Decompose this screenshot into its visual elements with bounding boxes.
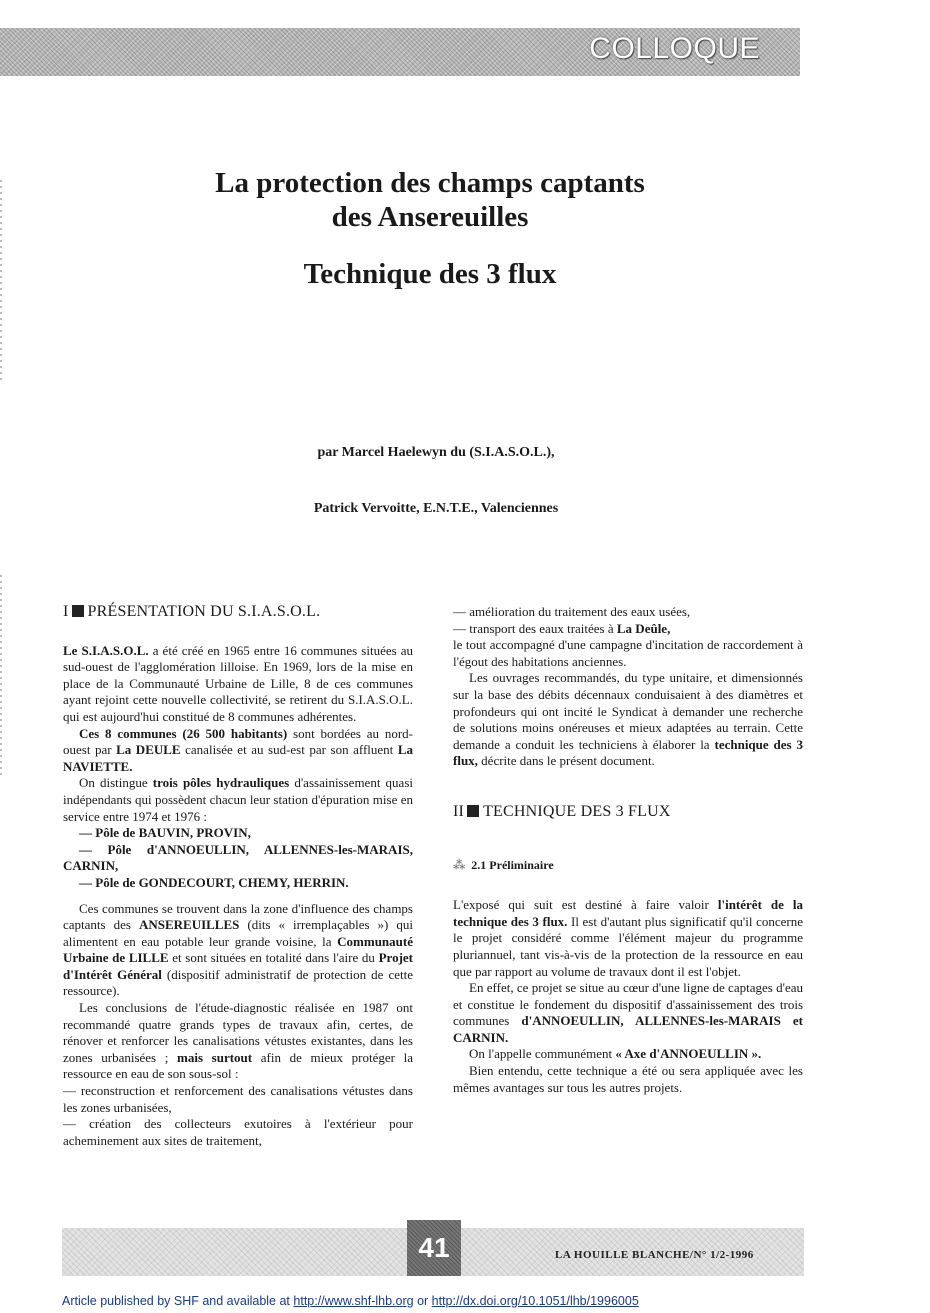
author-line-2: Patrick Vervoitte, E.N.T.E., Valenciennes [313,501,559,516]
subsection-heading [453,857,803,874]
paragraph: le tout accompagné d'une campagne d'incitation de raccordement à l'égout des habitations anciennes. [453,637,803,669]
paragraph: En effet, ce projet se situe au cœur d'une ligne de captages d'eau et constitue le fondement du dispositif d'assainissement des trois communes d'ANNOEULLIN, ALLENNES-les-MARAIS et CARNIN. [453,980,804,1045]
credit-text: or [413,1294,432,1308]
square-bullet-icon [72,605,84,617]
credit-text: Article published by SHF and available at [62,1294,294,1308]
list-item: — création des collecteurs exutoires à l'extérieur pour acheminement aux sites de traitement, [63,1116,413,1148]
paragraph: Les ouvrages recommandés, du type unitaire, et dimensionnés sur la base des débits décennaux conduisaient à des diamètres et profondeurs qui ont incité le Syndicat à demander une recherche de solutions moins onéreuses et mieux adaptées au terrain. Cette demande a conduit les techniciens à élaborer la technique des 3 flux, décrite dans le présent document. [453,670,803,769]
section-title: PRÉSENTATION DU S.I.A.S.O.L. [87,603,321,620]
shf-link[interactable]: http://www.shf-lhb.org [293,1294,414,1308]
page-number: 41 [407,1220,461,1276]
paragraph: On distingue trois pôles hydrauliques d'assainissement quasi indépendants qui possèdent chacun leur station d'épuration mise en service entre 1974 et 1976 : [63,775,413,824]
paragraph: On l'appelle communément « Axe d'ANNOEULLIN ». [469,1046,762,1062]
square-bullet-icon [467,805,479,817]
paragraph: Bien entendu, cette technique a été ou sera appliquée avec les mêmes avantages sur tous les autres projets. [453,1063,803,1095]
paragraph: Les conclusions de l'étude-diagnostic réalisée en 1987 ont recommandé quatre grands types de travaux afin, certes, de rénover et renforcer les canalisations vétustes existantes, dans les zones urbanisées ; mais surtout afin de mieux protéger la ressource en eau de son sous-sol : [63,1000,413,1082]
section-number: II [453,802,465,820]
list-item: — reconstruction et renforcement des canalisations vétustes dans les zones urbanisées, [63,1083,413,1115]
section-number: I [63,603,69,620]
list-item: — Pôle d'ANNOEULLIN, ALLENNES-les-MARAIS, CARNIN, [63,841,413,874]
title-line-2: des Ansereuilles [331,201,529,233]
paragraph: L'exposé qui suit est destiné à faire valoir l'intérêt de la technique des 3 flux. Il est d'autant plus significatif qu'il concerne le projet considéré comme l'élément majeur du programme pluriannuel, tant vis-à-vis de la protection de la ressource en eau que par rapport au volume de travaux dont il est l'objet. [453,897,803,979]
paragraph: Le S.I.A.S.O.L. a été créé en 1965 entre 16 communes situées au sud-ouest de l'agglomération lilloise. En 1969, lors de la mise en place de la Communauté Urbaine de Lille, 8 de ces communes ayant rejoint cette nouvelle collectivité, se retirent du S.I.A.S.O.L. qui est aujourd'hui constitué de 8 communes adhérentes. [63,642,413,724]
list-item: — transport des eaux traitées à La Deûle, [453,620,671,636]
journal-name: LA HOUILLE BLANCHE/N° 1/2-1996 [555,1249,754,1261]
paragraph: Ces 8 communes (26 500 habitants) sont bordées au nord-ouest par La DEULE canalisée et au sud-est par son affluent La NAVIETTE. [63,725,413,774]
article-subtitle: Technique des 3 flux [303,258,557,290]
section-heading-1 [63,604,413,621]
list-item: — Pôle de GONDECOURT, CHEMY, HERRIN. [79,874,349,890]
article-title [0,166,860,234]
list-item: — Pôle de BAUVIN, PROVIN, [79,825,251,841]
subsection-title: Préliminaire [489,857,554,872]
section-title: TECHNIQUE DES 3 FLUX [483,802,671,820]
section-label: COLLOQUE [589,32,760,65]
section-heading-2 [453,804,803,821]
right-column [453,604,803,1096]
list-item: — amélioration du traitement des eaux usées, [453,604,691,619]
title-line-1: La protection des champs captants [215,167,645,199]
margin-ticks [0,575,2,775]
publisher-credit [62,1294,639,1308]
subsection-number: 2.1 [471,857,487,872]
asterism-icon: ⁂ [453,857,466,872]
header-band [0,28,800,76]
left-column [63,604,413,1149]
author-line-1: par Marcel Haelewyn du (S.I.A.S.O.L.), [317,445,555,460]
paragraph: Ces communes se trouvent dans la zone d'influence des champs captants des ANSEREUILLES (dits « irremplaçables ») qui alimentent en eau potable leur grande voisine, la Communauté Urbaine de LILLE et sont situées en totalité dans l'aire du Projet d'Intérêt Général (dispositif administratif de protection de cette ressource). [63,900,414,999]
doi-link[interactable]: http://dx.doi.org/10.1051/lhb/1996005 [431,1294,639,1308]
